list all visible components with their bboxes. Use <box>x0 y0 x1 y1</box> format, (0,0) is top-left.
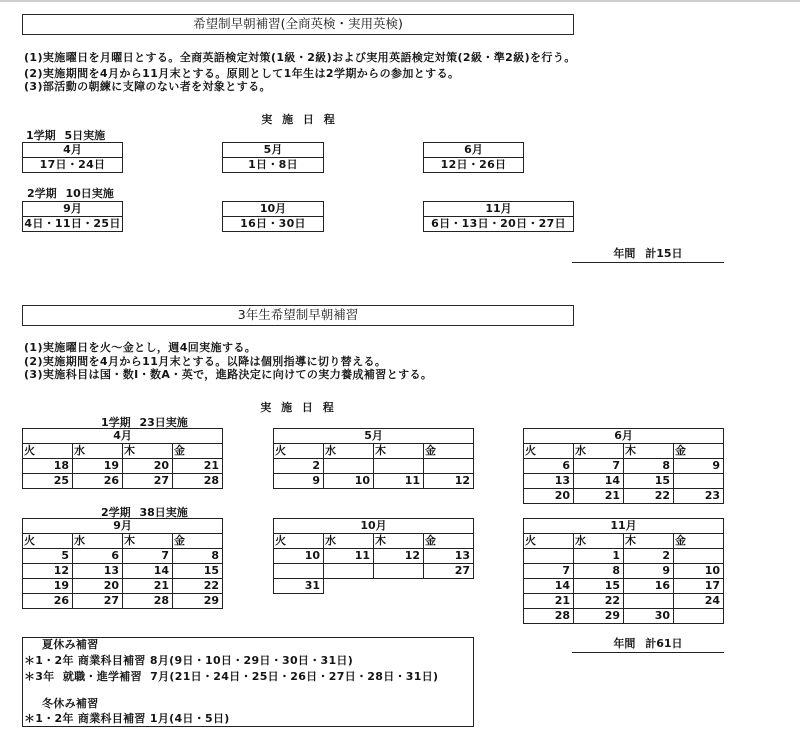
calendar-date-cell: 9 <box>274 474 324 489</box>
calendar-date-cell: 28 <box>123 594 173 609</box>
month-label: 6月 <box>424 143 523 158</box>
calendar-date-cell: 22 <box>624 489 674 504</box>
calendar-date-cell: 24 <box>674 594 724 609</box>
calendar-date-cell: 9 <box>674 459 724 474</box>
section1-note-3: (3)部活動の朝練に支障のない者を対象とする。 <box>24 80 271 93</box>
section1-note-1: (1)実施曜日を月曜日とする。全商英語検定対策(1級・2級)および実用英語検定対策(2級・準2級)を行う。 <box>24 51 576 64</box>
month-label: 10月 <box>223 202 323 217</box>
weekday-header: 火 <box>274 534 324 549</box>
section1-term1-label: 1学期 5日実施 <box>26 129 106 142</box>
calendar-body <box>274 519 474 594</box>
month-box-november <box>423 201 574 232</box>
month-label: 5月 <box>223 143 323 158</box>
calendar-date-cell: 28 <box>524 609 574 624</box>
weekday-header: 火 <box>524 534 574 549</box>
weekday-header: 水 <box>324 534 374 549</box>
calendar-date-cell: 15 <box>624 474 674 489</box>
calendar-week-row <box>274 474 474 489</box>
calendar-date-cell <box>274 564 324 579</box>
calendar-body <box>23 519 223 609</box>
calendar-week-row <box>274 549 474 564</box>
calendar-date-cell: 15 <box>173 564 223 579</box>
calendar-date-cell: 30 <box>624 609 674 624</box>
calendar-date-cell: 26 <box>23 594 73 609</box>
calendar-month-label: 11月 <box>524 519 724 534</box>
weekday-header: 木 <box>123 444 173 459</box>
calendar-week-row <box>274 564 474 579</box>
calendar-date-cell: 31 <box>274 579 324 594</box>
calendar-date-cell: 19 <box>73 459 123 474</box>
month-dates: 17日・24日 <box>39 157 106 171</box>
section2-note-3: (3)実施科目は国・数Ⅰ・数A・英で，進路決定に向けての実力養成補習とする。 <box>24 368 433 381</box>
calendar-date-cell: 14 <box>123 564 173 579</box>
calendar-date-cell <box>524 549 574 564</box>
calendar-date-cell: 27 <box>424 564 474 579</box>
calendar-date-cell: 19 <box>23 579 73 594</box>
month-dates: 12日・26日 <box>440 157 507 171</box>
calendar-date-cell: 16 <box>624 579 674 594</box>
calendar-week-row <box>23 474 223 489</box>
calendar-week-row <box>23 564 223 579</box>
calendar-date-cell: 12 <box>374 549 424 564</box>
winter-item: ＊1・2年 商業科目補習 1月(4日・5日) <box>24 712 230 725</box>
calendar-date-cell: 8 <box>574 564 624 579</box>
weekday-header: 金 <box>424 534 474 549</box>
calendar-date-cell <box>324 564 374 579</box>
weekday-header: 水 <box>574 534 624 549</box>
calendar-week-row <box>524 489 724 504</box>
calendar-date-cell: 20 <box>73 579 123 594</box>
calendar-date-cell: 13 <box>524 474 574 489</box>
month-label: 4月 <box>23 143 122 158</box>
calendar-date-cell: 18 <box>23 459 73 474</box>
calendar-month-label: 5月 <box>274 429 474 444</box>
calendar-date-cell: 5 <box>23 549 73 564</box>
calendar-date-cell: 21 <box>524 594 574 609</box>
calendar-month-label: 9月 <box>23 519 223 534</box>
weekday-header: 金 <box>674 534 724 549</box>
calendar-body <box>524 429 724 504</box>
calendar-date-cell: 8 <box>173 549 223 564</box>
calendar-september <box>22 518 223 609</box>
calendar-week-row <box>524 564 724 579</box>
calendar-week-row <box>524 459 724 474</box>
calendar-date-cell: 26 <box>73 474 123 489</box>
calendar-date-cell: 22 <box>574 594 624 609</box>
month-box-june <box>423 142 524 173</box>
calendar-week-row <box>23 579 223 594</box>
calendar-header-row <box>23 519 223 534</box>
calendar-date-cell: 7 <box>123 549 173 564</box>
weekday-header: 木 <box>624 444 674 459</box>
calendar-date-cell: 11 <box>374 474 424 489</box>
calendar-week-row <box>524 474 724 489</box>
calendar-date-cell <box>374 459 424 474</box>
calendar-week-row <box>23 594 223 609</box>
calendar-april <box>22 428 223 489</box>
calendar-date-cell: 21 <box>574 489 624 504</box>
calendar-date-cell <box>624 594 674 609</box>
calendar-week-row <box>23 459 223 474</box>
calendar-weekday-row <box>23 444 223 459</box>
calendar-date-cell <box>674 609 724 624</box>
calendar-october <box>273 518 474 594</box>
calendar-date-cell: 25 <box>23 474 73 489</box>
calendar-weekday-row <box>524 534 724 549</box>
weekday-header: 火 <box>274 444 324 459</box>
calendar-blank-space <box>424 579 474 594</box>
section2-term1-label: 1学期 23日実施 <box>101 416 188 429</box>
calendar-date-cell: 1 <box>574 549 624 564</box>
calendar-weekday-row <box>524 444 724 459</box>
calendar-date-cell: 6 <box>73 549 123 564</box>
weekday-header: 金 <box>173 534 223 549</box>
calendar-date-cell: 28 <box>173 474 223 489</box>
calendar-date-cell: 7 <box>524 564 574 579</box>
calendar-header-row <box>23 429 223 444</box>
section1-annual-total: 年間 計15日 <box>572 246 724 263</box>
calendar-month-label: 4月 <box>23 429 223 444</box>
calendar-month-label: 10月 <box>274 519 474 534</box>
section1-schedule-heading: 実 施 日 程 <box>261 113 335 126</box>
calendar-june <box>523 428 724 504</box>
section2-title: 3年生希望制早朝補習 <box>22 305 574 326</box>
summer-item: ＊1・2年 商業科目補習 8月(9日・10日・29日・30日・31日) <box>24 654 354 667</box>
month-dates: 6日・13日・20日・27日 <box>431 216 566 230</box>
weekday-header: 木 <box>374 534 424 549</box>
month-box-september <box>22 201 123 232</box>
weekday-header: 火 <box>23 444 73 459</box>
weekday-header: 木 <box>123 534 173 549</box>
calendar-body <box>524 519 724 624</box>
calendar-blank-space <box>374 579 424 594</box>
calendar-date-cell: 20 <box>524 489 574 504</box>
weekday-header: 金 <box>173 444 223 459</box>
calendar-date-cell: 7 <box>574 459 624 474</box>
section1-title: 希望制早朝補習(全商英検・実用英検) <box>22 14 574 35</box>
calendar-week-row <box>524 609 724 624</box>
calendar-weekday-row <box>23 534 223 549</box>
calendar-date-cell: 29 <box>173 594 223 609</box>
calendar-month-label: 6月 <box>524 429 724 444</box>
calendar-date-cell: 21 <box>173 459 223 474</box>
calendar-date-cell <box>374 564 424 579</box>
calendar-header-row <box>524 429 724 444</box>
calendar-date-cell: 6 <box>524 459 574 474</box>
month-dates: 4日・11日・25日 <box>24 216 121 230</box>
calendar-week-row <box>23 549 223 564</box>
calendar-date-cell: 12 <box>23 564 73 579</box>
calendar-date-cell: 2 <box>624 549 674 564</box>
calendar-date-cell: 10 <box>274 549 324 564</box>
month-label: 9月 <box>23 202 122 217</box>
calendar-date-cell: 27 <box>123 474 173 489</box>
calendar-date-cell: 23 <box>674 489 724 504</box>
calendar-date-cell: 13 <box>424 549 474 564</box>
month-box-may <box>222 142 324 173</box>
calendar-date-cell: 14 <box>574 474 624 489</box>
calendar-may <box>273 428 474 489</box>
calendar-date-cell: 17 <box>674 579 724 594</box>
calendar-header-row <box>274 519 474 534</box>
month-label: 11月 <box>424 202 573 217</box>
calendar-date-cell: 10 <box>324 474 374 489</box>
calendar-date-cell: 11 <box>324 549 374 564</box>
weekday-header: 水 <box>574 444 624 459</box>
section2-note-2: (2)実施期間を4月から11月末とする。以降は個別指導に切り替える。 <box>24 355 387 368</box>
calendar-header-row <box>274 429 474 444</box>
calendar-date-cell: 20 <box>123 459 173 474</box>
calendar-date-cell: 15 <box>574 579 624 594</box>
month-box-april <box>22 142 123 173</box>
section1-term2-label: 2学期 10日実施 <box>27 187 114 200</box>
calendar-body <box>23 429 223 489</box>
calendar-body <box>274 429 474 489</box>
calendar-week-row <box>524 579 724 594</box>
section2-note-1: (1)実施曜日を火～金とし，週4回実施する。 <box>24 341 257 354</box>
weekday-header: 木 <box>374 444 424 459</box>
calendar-date-cell: 29 <box>574 609 624 624</box>
calendar-week-row <box>274 459 474 474</box>
section1-note-2: (2)実施期間を4月から11月末とする。原則として1年生は2学期からの参加とする。 <box>24 67 460 80</box>
month-dates: 1日・8日 <box>248 157 298 171</box>
calendar-week-row <box>274 579 474 594</box>
calendar-date-cell <box>674 474 724 489</box>
summer-item: ＊3年 就職・進学補習 7月(21日・24日・25日・26日・27日・28日・31日) <box>24 670 439 683</box>
top-border-strip <box>0 0 800 2</box>
calendar-week-row <box>524 594 724 609</box>
calendar-date-cell <box>324 459 374 474</box>
calendar-date-cell: 13 <box>73 564 123 579</box>
month-dates: 16日・30日 <box>240 216 306 230</box>
calendar-weekday-row <box>274 534 474 549</box>
weekday-header: 金 <box>424 444 474 459</box>
calendar-week-row <box>524 549 724 564</box>
calendar-date-cell: 2 <box>274 459 324 474</box>
section2-annual-total: 年間 計61日 <box>572 636 724 653</box>
calendar-date-cell: 8 <box>624 459 674 474</box>
winter-heading: 冬休み補習 <box>42 697 99 710</box>
calendar-november <box>523 518 724 624</box>
calendar-date-cell: 27 <box>73 594 123 609</box>
calendar-date-cell: 14 <box>524 579 574 594</box>
weekday-header: 水 <box>73 444 123 459</box>
calendar-header-row <box>524 519 724 534</box>
calendar-date-cell: 12 <box>424 474 474 489</box>
calendar-date-cell <box>674 549 724 564</box>
month-box-october <box>222 201 324 232</box>
weekday-header: 金 <box>674 444 724 459</box>
calendar-date-cell <box>424 459 474 474</box>
calendar-date-cell: 9 <box>624 564 674 579</box>
summer-heading: 夏休み補習 <box>42 638 99 651</box>
calendar-weekday-row <box>274 444 474 459</box>
holiday-lessons-box <box>22 637 474 727</box>
calendar-blank-space <box>324 579 374 594</box>
weekday-header: 火 <box>524 444 574 459</box>
section2-schedule-heading: 実 施 日 程 <box>260 401 334 414</box>
weekday-header: 火 <box>23 534 73 549</box>
calendar-date-cell: 21 <box>123 579 173 594</box>
weekday-header: 木 <box>624 534 674 549</box>
section2-term2-label: 2学期 38日実施 <box>101 506 188 519</box>
weekday-header: 水 <box>324 444 374 459</box>
calendar-date-cell: 22 <box>173 579 223 594</box>
weekday-header: 水 <box>73 534 123 549</box>
calendar-date-cell: 10 <box>674 564 724 579</box>
